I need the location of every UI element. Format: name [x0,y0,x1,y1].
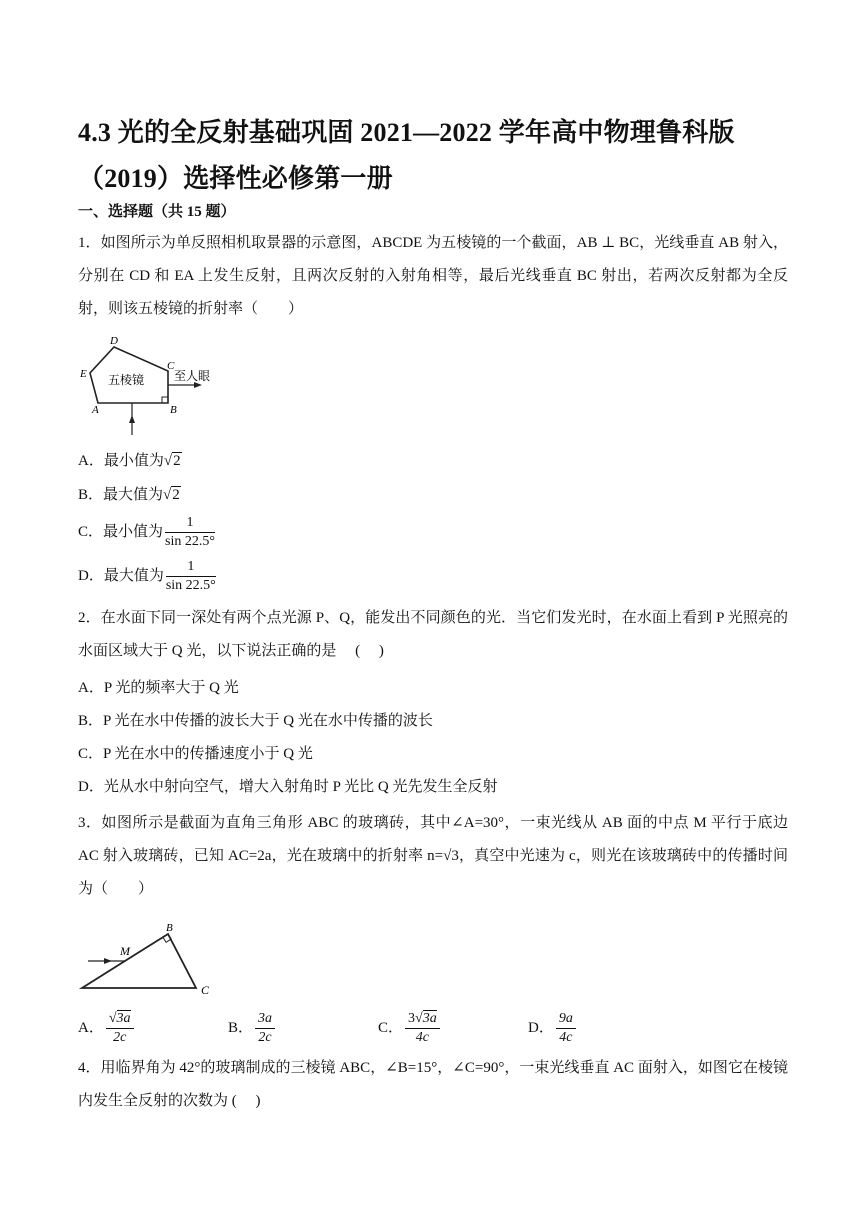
vertex-c: C [201,983,210,996]
question-2-stem: 2．在水面下同一深处有两个点光源 P、Q，能发出不同颜色的光．当它们发光时，在水面上看到 P 光照亮的水面区域大于 Q 光，以下说法正确的是 ( ) [78,610,788,659]
q3-option-a[interactable]: A． $\frac{√3a}{2c}$ [78,1010,134,1047]
incident-arrow-head [129,415,135,423]
eye-label: 至人眼 [174,369,211,383]
q2-option-c[interactable]: C．P 光在水中的传播速度小于 Q 光 [78,746,313,762]
fraction: $\frac{3a}{2c}$ [255,1010,275,1047]
q1-option-c[interactable]: C．最小值为 $\frac{1}{\sin 22.5^\circ}$ [78,515,215,549]
right-angle-mark [162,397,168,403]
fraction: $\frac{3√3a}{4c}$ [405,1010,440,1047]
q2-option-d[interactable]: D．光从水中射向空气，增大入射角时 P 光比 Q 光先发生全反射 [78,779,498,795]
q1-option-a[interactable]: A．最小值为√2 [78,453,181,469]
fraction: $\frac{1}{\sin 22.5^\circ}$ [165,515,215,549]
vertex-a: A [92,404,99,416]
page-title: 4.3 光的全反射基础巩固 2021—2022 学年高中物理鲁科版（2019）选择性必修第一册 [78,118,735,193]
q3-option-d[interactable]: D． $\frac{9a}{4c}$ [528,1010,576,1047]
q3-option-c[interactable]: C． $\frac{3√3a}{4c}$ [378,1010,440,1047]
section-heading: 一、选择题（共 15 题） [78,204,236,220]
q1-option-b[interactable]: B．最大值为√2 [78,487,180,503]
q3-option-b[interactable]: B． $\frac{3a}{2c}$ [228,1010,275,1047]
vertex-b: B [166,922,173,934]
vertex-e: E [80,368,87,380]
question-1-stem: 1．如图所示为单反照相机取景器的示意图，ABCDE 为五棱镜的一个截面，AB ⊥ BC，光线垂直 AB 射入，分别在 CD 和 EA 上发生反射，且两次反射的入射角相等，最后光线垂直 BC 射出，若两次反射都为全反射，则该五棱镜的折射率（ ） [78,235,788,317]
q1-option-d[interactable]: D．最大值为 $\frac{1}{\sin 22.5^\circ}$ [78,559,216,593]
fraction: $\frac{√3a}{2c}$ [106,1010,134,1047]
triangle-figure [78,920,218,996]
q2-option-b[interactable]: B．P 光在水中传播的波长大于 Q 光在水中传播的波长 [78,713,433,729]
question-4-stem: 4．用临界角为 42°的玻璃制成的三棱镜 ABC，∠B=15°，∠C=90°，一束光线垂直 AC 面射入，如图它在棱镜内发生全反射的次数为 ( ) [78,1060,788,1109]
prism-label: 五棱镜 [108,373,145,387]
vertex-c: C [167,360,175,372]
point-m: M [120,944,130,958]
vertex-b: B [170,404,177,416]
vertex-d: D [110,335,118,347]
fraction: $\frac{9a}{4c}$ [556,1010,576,1047]
question-3-stem: 3．如图所示是截面为直角三角形 ABC 的玻璃砖，其中∠A=30°，一束光线从 AB 面的中点 M 平行于底边 AC 射入玻璃砖，已知 AC=2a，光在玻璃中的折射率 n=√3，真空中光速为 c，则光在该玻璃砖中的传播时间为（ ） [78,815,788,897]
sqrt-symbol: √2 [163,453,181,469]
fraction: $\frac{1}{\sin 22.5^\circ}$ [165,559,216,593]
sqrt-symbol: √2 [163,487,180,503]
q2-option-a[interactable]: A．P 光的频率大于 Q 光 [78,680,239,696]
incident-arrow-head [104,958,112,964]
pentaprism-figure [78,333,218,437]
